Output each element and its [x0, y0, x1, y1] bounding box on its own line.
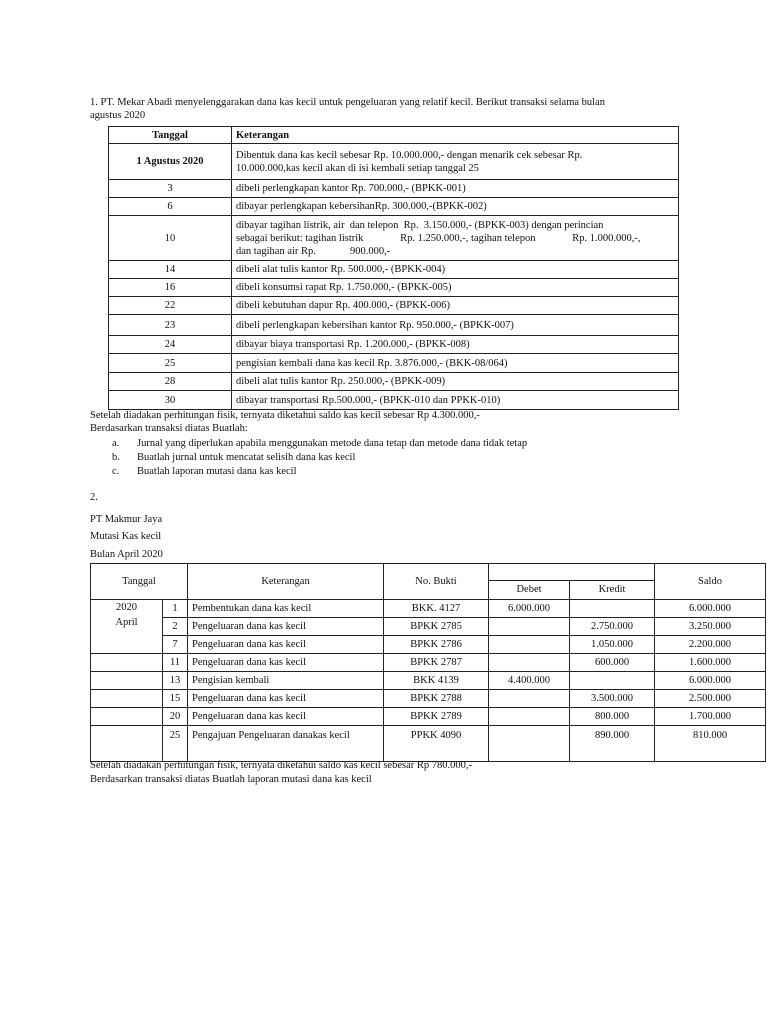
- q2-cell-day: 13: [163, 672, 188, 690]
- q1-after-line1: Setelah diadakan perhitungan fisik, ternyata diketahui saldo kas kecil sebesar Rp 4.300.000,-: [90, 410, 480, 421]
- q2-cell-kredit: 2.750.000: [570, 618, 655, 636]
- q2-cell-empty: [91, 726, 163, 762]
- q2-cell-kredit: 890.000: [570, 726, 655, 762]
- table-row: [109, 279, 679, 297]
- q2-cell-day: 20: [163, 708, 188, 726]
- q1-cell-line: dibeli konsumsi rapat Rp. 1.750.000,- (BPKK-005): [236, 282, 452, 293]
- q1-cell-line: dibayar biaya transportasi Rp. 1.200.000,- (BPKK-008): [236, 339, 470, 350]
- q1-cell-line: dibeli kebutuhan dapur Rp. 400.000,- (BPKK-006): [236, 300, 451, 311]
- list-item: a. Jurnal yang diperlukan apabila menggunakan metode dana tetap dan metode dana tidak tetap: [112, 438, 528, 449]
- q1-cell-date: 14: [109, 261, 232, 279]
- q1-cell-date: 28: [109, 373, 232, 391]
- q1-cell-line: 10.000.000,kas kecil akan di isi kembali setiap tanggal 25: [236, 162, 479, 174]
- q2-cell-debet: [489, 708, 570, 726]
- table-row: [109, 391, 679, 410]
- q1-cell-keterangan: [232, 297, 679, 315]
- q1-cell-keterangan: [232, 315, 679, 336]
- q1-cell-line: dibayar transportasi Rp.500.000,- (BPKK-010 dan PPKK-010): [236, 394, 501, 406]
- q2-header-blank: [489, 564, 655, 581]
- q1-cell-date: 3: [109, 180, 232, 198]
- q2-cell-empty: [91, 654, 163, 672]
- q2-cell-empty: [91, 690, 163, 708]
- table-row: [91, 654, 766, 672]
- q1-cell-line: dibeli alat tulis kantor Rp. 250.000,- (BPKK-009): [236, 376, 446, 387]
- q2-cell-bukti: BPKK 2785: [384, 618, 489, 636]
- q2-cell-bukti: BKK 4139: [384, 672, 489, 690]
- q2-header-saldo: Saldo: [655, 564, 766, 600]
- q2-cell-bukti: BPKK 2788: [384, 690, 489, 708]
- q2-cell-keterangan: Pengeluaran dana kas kecil: [188, 618, 384, 636]
- q1-cell-keterangan: [232, 261, 679, 279]
- q1-cell-line: dan tagihan air Rp. 900.000,-: [236, 245, 391, 257]
- q2-cell-saldo: 3.250.000: [655, 618, 766, 636]
- q2-cell-debet: [489, 690, 570, 708]
- q2-cell-empty: [91, 672, 163, 690]
- q2-cell-kredit: 1.050.000: [570, 636, 655, 654]
- q2-header-debet: Debet: [489, 581, 570, 600]
- q2-year: 2020: [116, 602, 137, 613]
- q1-cell-keterangan: [232, 391, 679, 410]
- q1-cell-line: dibayar perlengkapan kebersihanRp. 300.000,-(BPKK-002): [236, 201, 487, 212]
- q1-cell-date: 16: [109, 279, 232, 297]
- q2-cell-kredit: [570, 600, 655, 618]
- table-row: [109, 336, 679, 354]
- q2-cell-saldo: 6.000.000: [655, 672, 766, 690]
- list-item: c. Buatlah laporan mutasi dana kas kecil: [112, 466, 297, 477]
- table-row: [109, 216, 679, 261]
- q1-cell-date: 1 Agustus 2020: [109, 144, 232, 180]
- q2-cell-day: 2: [163, 618, 188, 636]
- q1-cell-date: 22: [109, 297, 232, 315]
- q2-header-kredit: Kredit: [570, 581, 655, 600]
- q2-cell-saldo: 1.600.000: [655, 654, 766, 672]
- table-row: [109, 180, 679, 198]
- q2-month: April: [115, 617, 138, 628]
- q2-cell-year-month: [91, 600, 163, 654]
- q2-cell-day: 7: [163, 636, 188, 654]
- q2-header-tanggal: Tanggal: [91, 564, 188, 600]
- q2-cell-kredit: [570, 672, 655, 690]
- q2-cell-keterangan: Pengeluaran dana kas kecil: [188, 654, 384, 672]
- table-row: [91, 600, 766, 618]
- table-row: [91, 726, 766, 762]
- q2-cell-day: 15: [163, 690, 188, 708]
- q1-intro-line2: agustus 2020: [90, 110, 146, 121]
- q2-cell-debet: [489, 636, 570, 654]
- q2-cell-debet: 4.400.000: [489, 672, 570, 690]
- q1-cell-keterangan: [232, 144, 679, 180]
- q2-cell-bukti: BPKK 2786: [384, 636, 489, 654]
- q1-cell-keterangan: [232, 216, 679, 261]
- q2-cell-saldo: 2.200.000: [655, 636, 766, 654]
- q1-cell-line: dibeli perlengkapan kantor Rp. 700.000,- (BPKK-001): [236, 183, 466, 194]
- q1-cell-line: pengisian kembali dana kas kecil Rp. 3.876.000,- (BKK-08/064): [236, 357, 508, 369]
- table-row: [109, 373, 679, 391]
- table-row: [91, 672, 766, 690]
- q2-cell-debet: [489, 654, 570, 672]
- q1-cell-date: 6: [109, 198, 232, 216]
- q1-header-keterangan: Keterangan: [232, 127, 679, 144]
- q2-cell-keterangan: Pengeluaran dana kas kecil: [188, 690, 384, 708]
- q1-after-line2: Berdasarkan transaksi diatas Buatlah:: [90, 423, 248, 434]
- table-row: [109, 354, 679, 373]
- q1-header-tanggal: Tanggal: [109, 127, 232, 144]
- q1-transactions-table: [108, 126, 679, 410]
- q2-cell-day: 11: [163, 654, 188, 672]
- table-row: [109, 315, 679, 336]
- list-item: b. Buatlah jurnal untuk mencatat selisih dana kas kecil: [112, 452, 356, 463]
- q2-period: Bulan April 2020: [90, 549, 163, 560]
- q2-cell-empty: [91, 708, 163, 726]
- q2-cell-keterangan: Pengeluaran dana kas kecil: [188, 636, 384, 654]
- q2-cell-keterangan: Pengisian kembali: [188, 672, 384, 690]
- q2-cell-bukti: BKK. 4127: [384, 600, 489, 618]
- table-row: [91, 618, 766, 636]
- q2-number: 2.: [90, 492, 98, 503]
- table-row: [109, 261, 679, 279]
- q2-cell-kredit: 3.500.000: [570, 690, 655, 708]
- q1-cell-keterangan: [232, 373, 679, 391]
- q1-cell-keterangan: [232, 198, 679, 216]
- q2-cell-bukti: BPKK 2787: [384, 654, 489, 672]
- q2-cell-debet: 6.000.000: [489, 600, 570, 618]
- q1-cell-keterangan: [232, 279, 679, 297]
- q2-cell-saldo: 810.000: [655, 726, 766, 762]
- q1-cell-line: dibeli alat tulis kantor Rp. 500.000,- (BPKK-004): [236, 264, 446, 275]
- q1-intro-line1: 1. PT. Mekar Abadi menyelenggarakan dana kas kecil untuk pengeluaran yang relatif kecil. Berikut transaksi selama bulan: [90, 97, 606, 108]
- q1-cell-date: 25: [109, 354, 232, 373]
- q2-cell-kredit: 600.000: [570, 654, 655, 672]
- q2-cell-bukti: BPKK 2789: [384, 708, 489, 726]
- q1-cell-line: dibeli perlengkapan kebersihan kantor Rp. 950.000,- (BPKK-007): [236, 319, 514, 331]
- q2-cell-debet: [489, 726, 570, 762]
- q2-after-line2: Berdasarkan transaksi diatas Buatlah laporan mutasi dana kas kecil: [90, 774, 372, 785]
- q2-report-title: Mutasi Kas kecil: [90, 531, 162, 542]
- q2-header-keterangan: Keterangan: [188, 564, 384, 600]
- q1-cell-date: 24: [109, 336, 232, 354]
- q2-company: PT Makmur Jaya: [90, 514, 163, 525]
- q2-cell-bukti: PPKK 4090: [384, 726, 489, 762]
- q2-mutation-table: [90, 563, 766, 762]
- table-row: [109, 144, 679, 180]
- q1-cell-line: sebagai berikut: tagihan listrik Rp. 1.250.000,-, tagihan telepon Rp. 1.000.000,-,: [236, 232, 641, 244]
- q1-cell-line: Dibentuk dana kas kecil sebesar Rp. 10.000.000,- dengan menarik cek sebesar Rp.: [236, 149, 583, 161]
- q2-header-no-bukti: No. Bukti: [384, 564, 489, 600]
- q1-cell-line: dibayar tagihan listrik, air dan telepon Rp. 3.150.000,- (BPKK-003) dengan perincian: [236, 219, 604, 231]
- table-row: [91, 636, 766, 654]
- table-row: [91, 690, 766, 708]
- q2-cell-keterangan: Pengeluaran dana kas kecil: [188, 708, 384, 726]
- table-row: [91, 708, 766, 726]
- q1-cell-keterangan: [232, 354, 679, 373]
- q2-cell-saldo: 1.700.000: [655, 708, 766, 726]
- q2-cell-day: 25: [163, 726, 188, 762]
- q2-cell-saldo: 2.500.000: [655, 690, 766, 708]
- q1-cell-date: 30: [109, 391, 232, 410]
- q2-cell-debet: [489, 618, 570, 636]
- q2-after-line1: Setelah diadakan perhitungan fisik, ternyata diketahui saldo kas kecil sebesar Rp 780.000,-: [90, 760, 472, 771]
- q2-cell-saldo: 6.000.000: [655, 600, 766, 618]
- q1-cell-date: 23: [109, 315, 232, 336]
- q2-cell-day: 1: [163, 600, 188, 618]
- table-row: [109, 198, 679, 216]
- q1-cell-keterangan: [232, 336, 679, 354]
- q1-cell-date: 10: [109, 216, 232, 261]
- q2-cell-kredit: 800.000: [570, 708, 655, 726]
- q2-cell-keterangan: Pembentukan dana kas kecil: [188, 600, 384, 618]
- q1-cell-keterangan: [232, 180, 679, 198]
- table-row: [109, 297, 679, 315]
- q2-cell-keterangan: Pengajuan Pengeluaran danakas kecil: [188, 726, 384, 762]
